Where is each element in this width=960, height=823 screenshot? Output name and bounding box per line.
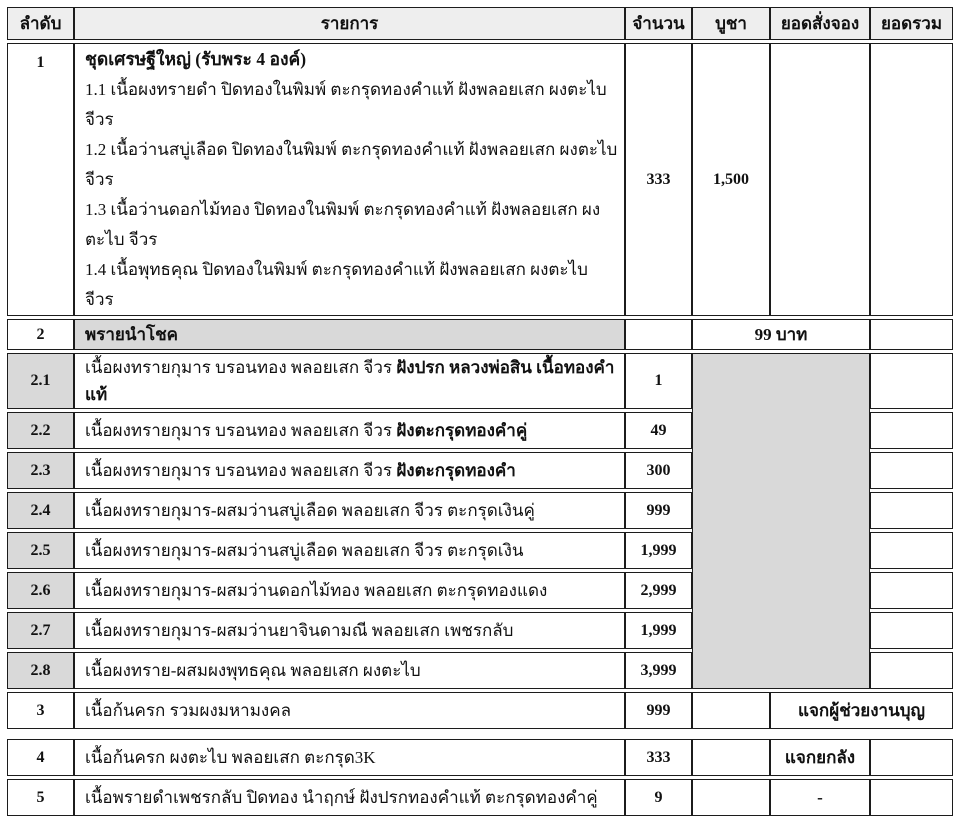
item-cell: [74, 452, 625, 489]
price-cell: [692, 779, 770, 816]
set-line-3: 1.3 เนื้อว่านดอกไม้ทอง ปิดทองในพิมพ์ ตะกรุดทองคำแท้ ฝังพลอยเสก ผงตะไบ จีวร: [85, 200, 601, 249]
item-cell: [74, 652, 625, 689]
row-no: 2.2: [7, 412, 74, 449]
qty-cell: 1,999: [625, 532, 692, 569]
row-no: 2.4: [7, 492, 74, 529]
item-text-bold: ฝังปรก หลวงพ่อสิน เนื้อทองคำแท้: [85, 358, 615, 404]
table-header-row: [7, 7, 953, 40]
item-text: เนื้อผงทรายกุมาร บรอนทอง พลอยเสก จีวร: [85, 358, 397, 377]
table-row: [7, 319, 953, 350]
qty-cell: 333: [625, 739, 692, 776]
total-cell: [870, 652, 953, 689]
row-no: 2.1: [7, 353, 74, 409]
item-text-bold: ฝังตะกรุดทองคำคู่: [396, 421, 528, 440]
total-cell: [870, 412, 953, 449]
item-text: เนื้อผงทรายกุมาร-ผสมว่านสบู่เลือด พลอยเสก จีวร ตะกรุดเงิน: [85, 541, 524, 560]
col-header-qty: จำนวน: [625, 7, 692, 40]
total-cell: [870, 739, 953, 776]
row-no: 1: [7, 43, 74, 316]
item-text: เนื้อผงทรายกุมาร บรอนทอง พลอยเสก จีวร: [85, 421, 397, 440]
table-row: [7, 353, 953, 409]
total-cell: [870, 43, 953, 316]
col-header-total: ยอดรวม: [870, 7, 953, 40]
total-cell: [870, 353, 953, 409]
row-no: 4: [7, 739, 74, 776]
item-text: เนื้อผงทรายกุมาร บรอนทอง พลอยเสก จีวร: [85, 461, 397, 480]
total-cell: [870, 319, 953, 350]
row-no: 2: [7, 319, 74, 350]
item-text-bold: ฝังตะกรุดทองคำ: [396, 461, 516, 480]
price-cell: [692, 692, 770, 729]
section-gap-cell: [7, 732, 953, 736]
table-row: [7, 43, 953, 316]
item-cell: เนื้อก้นครก รวมผงมหามงคล: [74, 692, 625, 729]
row-no: 5: [7, 779, 74, 816]
item-text: เนื้อผงทรายกุมาร-ผสมว่านยาจินดามณี พลอยเสก เพชรกลับ: [85, 621, 514, 640]
item-cell: เนื้อก้นครก ผงตะไบ พลอยเสก ตะกรุด3K: [74, 739, 625, 776]
item-text: เนื้อผงทราย-ผสมผงพุทธคุณ พลอยเสก ผงตะไบ: [85, 661, 421, 680]
table-row: [7, 779, 953, 816]
set-title: ชุดเศรษฐีใหญ่ (รับพระ 4 องค์): [85, 49, 307, 69]
col-header-price: บูชา: [692, 7, 770, 40]
section-gap: [7, 732, 953, 736]
item-cell: พรายนำโชค: [74, 319, 625, 350]
qty-cell: 300: [625, 452, 692, 489]
row-no: 2.5: [7, 532, 74, 569]
row-no: 2.6: [7, 572, 74, 609]
item-text: เนื้อผงทรายกุมาร-ผสมว่านสบู่เลือด พลอยเสก จีวร ตะกรุดเงินคู่: [85, 501, 535, 520]
col-header-item: รายการ: [74, 7, 625, 40]
col-header-no: ลำดับ: [7, 7, 74, 40]
qty-cell: 1,999: [625, 612, 692, 649]
merged-shaded-cell: [692, 353, 870, 689]
item-cell: [74, 353, 625, 409]
total-cell: [870, 779, 953, 816]
set-line-1: 1.1 เนื้อผงทรายดำ ปิดทองในพิมพ์ ตะกรุดทองคำแท้ ฝังพลอยเสก ผงตะไบ จีวร: [85, 80, 607, 129]
note-span-cell: แจกผู้ช่วยงานบุญ: [770, 692, 953, 729]
table-row: [7, 692, 953, 729]
item-cell: เนื้อพรายดำเพชรกลับ ปิดทอง นำฤกษ์ ฝังปรกทองคำแท้ ตะกรุดทองคำคู่: [74, 779, 625, 816]
col-header-preorder: ยอดสั่งจอง: [770, 7, 870, 40]
price-cell: [692, 739, 770, 776]
row-no: 2.8: [7, 652, 74, 689]
item-cell: [74, 492, 625, 529]
item-cell: [74, 412, 625, 449]
qty-cell: 2,999: [625, 572, 692, 609]
order-table: [7, 4, 953, 819]
total-cell: [870, 492, 953, 529]
item-cell: [74, 43, 625, 316]
qty-cell: 49: [625, 412, 692, 449]
qty-cell: 999: [625, 492, 692, 529]
row-no: 2.7: [7, 612, 74, 649]
preorder-cell: [770, 43, 870, 316]
preorder-cell: แจกยกลัง: [770, 739, 870, 776]
item-text: เนื้อผงทรายกุมาร-ผสมว่านดอกไม้ทอง พลอยเสก ตะกรุดทองแดง: [85, 581, 548, 600]
total-cell: [870, 452, 953, 489]
qty-cell: 1: [625, 353, 692, 409]
total-cell: [870, 612, 953, 649]
set-line-2: 1.2 เนื้อว่านสบู่เลือด ปิดทองในพิมพ์ ตะกรุดทองคำแท้ ฝังพลอยเสก ผงตะไบ จีวร: [85, 140, 618, 189]
preorder-cell: -: [770, 779, 870, 816]
qty-cell: 333: [625, 43, 692, 316]
price-cell: 1,500: [692, 43, 770, 316]
qty-cell: 9: [625, 779, 692, 816]
qty-cell: 3,999: [625, 652, 692, 689]
total-cell: [870, 572, 953, 609]
price-span-cell: 99 บาท: [692, 319, 870, 350]
row-no: 2.3: [7, 452, 74, 489]
set-line-4: 1.4 เนื้อพุทธคุณ ปิดทองในพิมพ์ ตะกรุดทองคำแท้ ฝังพลอยเสก ผงตะไบ จีวร: [85, 260, 588, 309]
total-cell: [870, 532, 953, 569]
item-cell: [74, 532, 625, 569]
qty-cell: 999: [625, 692, 692, 729]
qty-cell: [625, 319, 692, 350]
table-row: [7, 739, 953, 776]
row-no: 3: [7, 692, 74, 729]
item-cell: [74, 572, 625, 609]
item-cell: [74, 612, 625, 649]
